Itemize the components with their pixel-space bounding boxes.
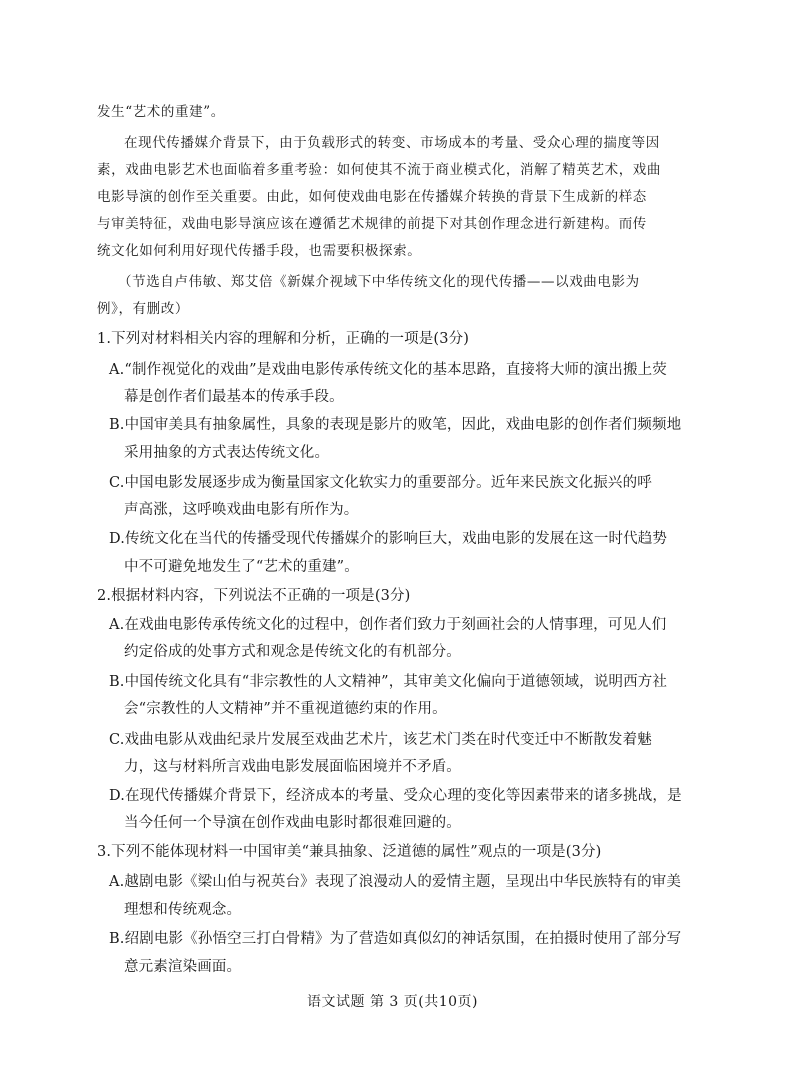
question-stem-3: 3.下列不能体现材料一中国审美“兼具抽象、泛道德的属性”观点的一项是(3分) (97, 844, 602, 860)
option-2b-cont: 会“宗教性的人文精神”并不重视道德约束的作用。 (124, 701, 447, 717)
option-3b-cont: 意元素渲染画面。 (124, 959, 242, 975)
option-2c: C.戏曲电影从戏曲纪录片发展至戏曲艺术片，该艺术门类在时代变迁中不断散发着魅 (109, 732, 652, 748)
option-3a-cont: 理想和传统观念。 (124, 902, 242, 918)
option-2a-cont: 约定俗成的处事方式和观念是传统文化的有机部分。 (124, 644, 461, 660)
option-1d: D.传统文化在当代的传播受现代传播媒介的影响巨大，戏曲电影的发展在这一时代趋势 (109, 531, 668, 547)
passage-line: 发生“艺术的重建”。 (97, 104, 225, 120)
source-citation: （节选自卢伟敏、郑艾倍《新媒介视域下中华传统文化的现代传播——以戏曲电影为 (118, 274, 640, 290)
passage-line: 统文化如何利用好现代传播手段，也需要积极探索。 (97, 243, 422, 259)
option-1b-cont: 采用抽象的方式表达传统文化。 (124, 445, 330, 461)
passage-line: 与审美特征，戏曲电影导演应该在遵循艺术规律的前提下对其创作理念进行新建构。而传 (97, 216, 647, 232)
option-2b: B.中国传统文化具有“非宗教性的人文精神”，其审美文化偏向于道德领域，说明西方社 (109, 674, 668, 690)
option-2c-cont: 力，这与材料所言戏曲电影发展面临困境并不矛盾。 (124, 759, 461, 775)
option-1c: C.中国电影发展逐步成为衡量国家文化软实力的重要部分。近年来民族文化振兴的呼 (109, 475, 652, 491)
option-1a-cont: 幕是创作者们最基本的传承手段。 (124, 389, 344, 405)
option-2a: A.在戏曲电影传承传统文化的过程中，创作者们致力于刻画社会的人情事理，可见人们 (109, 617, 667, 633)
source-citation: 例》，有删改） (97, 301, 189, 317)
option-1b: B.中国审美具有抽象属性，具象的表现是影片的败笔，因此，戏曲电影的创作者们频频地 (109, 417, 682, 433)
passage-line: 电影导演的创作至关重要。由此，如何使戏曲电影在传播媒介转换的背景下生成新的样态 (97, 189, 647, 205)
question-stem-1: 1.下列对材料相关内容的理解和分析，正确的一项是(3分) (97, 331, 470, 347)
option-1d-cont: 中不可避免地发生了“艺术的重建”。 (124, 559, 359, 575)
option-2d-cont: 当今任何一个导演在创作戏曲电影时都很难回避的。 (124, 815, 461, 831)
page-footer: 语文试题 第 3 页(共10页) (307, 994, 478, 1010)
option-3a: A.越剧电影《梁山伯与祝英台》表现了浪漫动人的爱情主题，呈现出中华民族特有的审美 (109, 874, 682, 890)
question-stem-2: 2.根据材料内容，下列说法不正确的一项是(3分) (97, 588, 411, 604)
option-1a: A.“制作视觉化的戏曲”是戏曲电影传承传统文化的基本思路，直接将大师的演出搬上荧 (109, 362, 667, 378)
passage-line: 在现代传播媒介背景下，由于负载形式的转变、市场成本的考量、受众心理的揣度等因 (124, 135, 660, 151)
option-2d: D.在现代传播媒介背景下，经济成本的考量、受众心理的变化等因素带来的诸多挑战，是 (109, 788, 682, 804)
option-3b: B.绍剧电影《孙悟空三打白骨精》为了营造如真似幻的神话氛围，在拍摄时使用了部分写 (109, 931, 682, 947)
passage-line: 素，戏曲电影艺术也面临着多重考验：如何使其不流于商业模式化，消解了精英艺术，戏曲 (97, 162, 661, 178)
option-1c-cont: 声高涨，这呼唤戏曲电影有所作为。 (124, 502, 359, 518)
